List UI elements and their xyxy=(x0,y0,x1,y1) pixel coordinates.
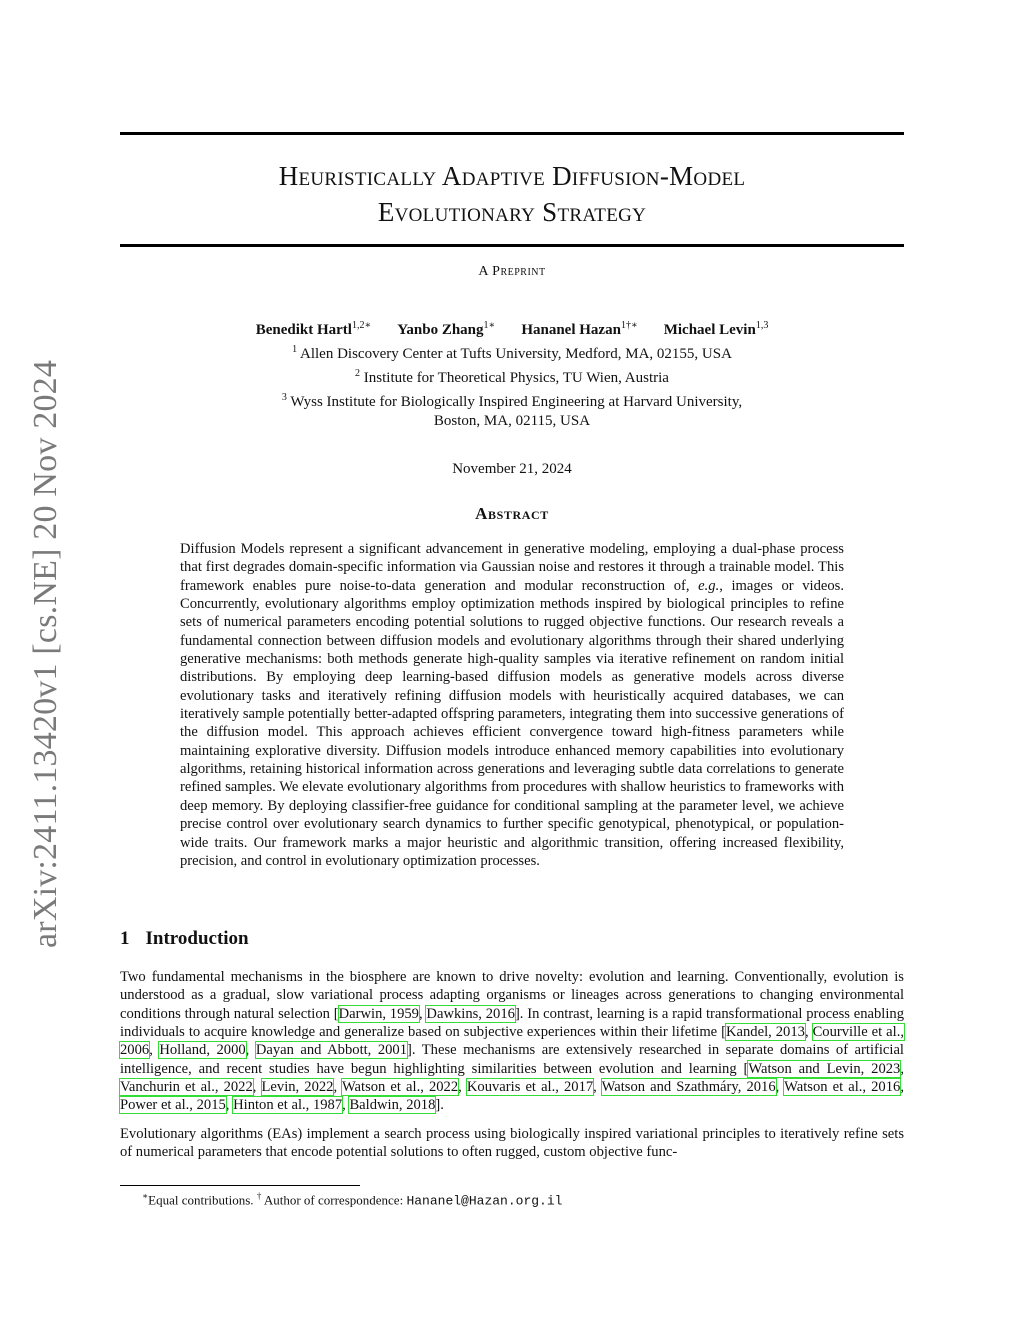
citation-link[interactable]: Dayan and Abbott, 2001 xyxy=(255,1042,408,1059)
title-rule-top xyxy=(120,132,904,135)
intro-paragraph-2: Evolutionary algorithms (EAs) implement a search process using biologically inspired variational principles to iteratively refine sets of numerical parameters that encode potential solutions to often rugged, custom objective func- xyxy=(120,1125,904,1161)
section-heading-introduction: 1 Introduction xyxy=(120,928,249,949)
paper-title-line-2: Evolutionary Strategy xyxy=(377,197,647,227)
footnote-rule xyxy=(120,1185,360,1186)
citation-link[interactable]: Kandel, 2013 xyxy=(725,1024,805,1041)
citation-link[interactable]: Levin, 2022 xyxy=(261,1079,334,1096)
author-levin: Michael Levin$^{1,3}$ xyxy=(663,320,769,338)
title-rule-bottom xyxy=(120,244,904,247)
citation-link[interactable]: Holland, 2000 xyxy=(159,1042,246,1059)
citation-link[interactable]: Baldwin, 2018 xyxy=(349,1097,436,1114)
publication-date: November 21, 2024 xyxy=(452,461,572,477)
introduction-body xyxy=(120,968,904,1171)
author-hazan: Hananel Hazan$^{1\dagger∗}$ xyxy=(521,320,638,338)
affiliation-3: $^3$ Wyss Institute for Biologically Inspired Engineering at Harvard University, xyxy=(281,392,743,410)
arxiv-identifier-stamp: arXiv:2411.13420v1 [cs.NE] 20 Nov 2024 xyxy=(27,359,64,948)
citation-link[interactable]: Watson et al., 2022 xyxy=(341,1079,459,1096)
citation-link[interactable]: Dawkins, 2016 xyxy=(426,1005,515,1022)
citation-link[interactable]: Kouvaris et al., 2017 xyxy=(466,1079,594,1096)
citation-link[interactable]: Watson et al., 2016 xyxy=(784,1079,901,1096)
affiliation-1: $^1$ Allen Discovery Center at Tufts University, Medford, MA, 02155, USA xyxy=(292,344,732,362)
correspondence-email-link[interactable]: Hananel@Hazan.org.il xyxy=(406,1193,563,1209)
citation-link[interactable]: Watson and Szathmáry, 2016 xyxy=(601,1079,776,1096)
abstract-heading: Abstract xyxy=(475,504,549,523)
affiliation-3-continued: Boston, MA, 02115, USA xyxy=(433,413,591,429)
author-hartl-sup: 1,2∗ xyxy=(351,320,372,331)
citation-link[interactable]: Vanchurin et al., 2022 xyxy=(120,1079,253,1096)
author-hartl: Benedikt Hartl$^{1,2∗}$ xyxy=(255,320,372,338)
paper-title xyxy=(120,158,904,230)
author-hazan-sup: 1†∗ xyxy=(620,320,638,331)
citation-link[interactable]: Darwin, 1959 xyxy=(338,1005,419,1022)
author-zhang: Yanbo Zhang$^{1∗}$ xyxy=(397,320,496,338)
paper-title-line-1: Heuristically Adaptive Diffusion-Model xyxy=(278,161,746,191)
affiliation-2: $^2$ Institute for Theoretical Physics, TU Wien, Austria xyxy=(355,368,669,386)
author-zhang-sup: 1∗ xyxy=(483,320,496,331)
abstract-text: Diffusion Models represent a significant advancement in generative modeling, employing a dual-phase process that first degrades domain-specific information via Gaussian noise and restores it through a trainable model. This framework enables pure noise-to-data generation and modular reconstruction of, e.g., images or videos. Concurrently, evolutionary algorithms employ optimization methods inspired by biological principles to refine sets of numerical parameters encoding potential solutions to rugged objective functions. Our research reveals a fundamental connection between diffusion models and evolutionary algorithms through their shared underlying generative mechanisms: both methods generate high-quality samples via iterative refinement on random initial distributions. By employing deep learning-based diffusion models as generative models across diverse evolutionary tasks and iteratively refining diffusion models with heuristically acquired databases, we can iteratively sample potentially better-adapted offspring parameters, integrating them into successive generations of the diffusion model. This approach achieves efficient convergence toward high-fitness parameters while maintaining explorative diversity. Diffusion models introduce enhanced memory capabilities into evolutionary algorithms, retaining historical information across generations and leveraging subtle data correlations to generate refined samples. We elevate evolutionary algorithms from procedures with shallow heuristics to frameworks with deep memory. By deploying classifier-free guidance for conditional sampling at the parameter level, we achieve precise control over evolutionary search dynamics to further specific genotypical, phenotypical, or population-wide traits. Our framework marks a major heuristic and algorithmic transition, offering increased flexibility, precision, and control in evolutionary optimization processes. xyxy=(180,541,844,869)
author-names xyxy=(120,316,904,340)
citation-link[interactable]: Power et al., 2015 xyxy=(120,1097,226,1114)
author-block xyxy=(120,316,904,431)
intro-paragraph-1: Two fundamental mechanisms in the biosphere are known to drive novelty: evolution and learning. Conventionally, evolution is understood as a gradual, slow variational process adapting organisms or lineages across generations to changing environmental conditions through natural selection [Darwin, 1959, Dawkins, 2016]. In contrast, learning is a rapid transformational process enabling individuals to acquire knowledge and generalize based on subjective experiences within their lifetime [Kandel, 2013, Courville et al., 2006, Holland, 2000, Dayan and Abbott, 2001]. These mechanisms are extensively researched in separate domains of artificial intelligence, and recent studies have begun highlighting similarities between evolution and learning [Watson and Levin, 2023, Vanchurin et al., 2022, Levin, 2022, Watson et al., 2022, Kouvaris et al., 2017, Watson and Szathmáry, 2016, Watson et al., 2016, Power et al., 2015, Hinton et al., 1987, Baldwin, 2018]. xyxy=(120,969,904,1114)
footnote: ∗Equal contributions. † Author of correspondence: Hananel@Hazan.org.il xyxy=(142,1191,563,1209)
citation-link[interactable]: Courville et al., 2006 xyxy=(120,1024,904,1059)
citation-link[interactable]: Watson and Levin, 2023 xyxy=(748,1060,901,1077)
preprint-label: A Preprint xyxy=(478,264,546,279)
author-levin-sup: 1,3 xyxy=(755,320,769,331)
citation-link[interactable]: Hinton et al., 1987 xyxy=(233,1097,343,1114)
